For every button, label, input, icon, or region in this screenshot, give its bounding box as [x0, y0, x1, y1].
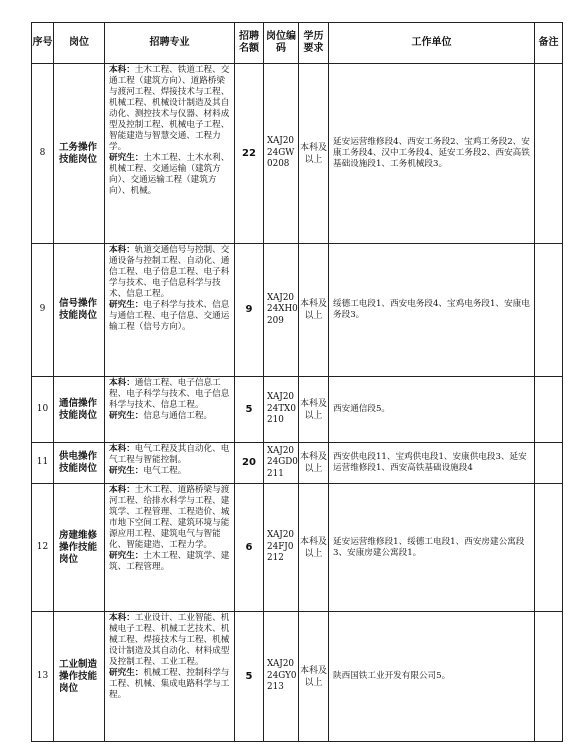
row-unit: 西安通信段5。	[329, 377, 535, 443]
grad-majors: 电子科学与技术、信息与通信工程、电子信息、交通运输工程（信号方向）。	[109, 300, 230, 332]
row-no: 8	[32, 64, 54, 244]
undergrad-majors: 电气工程及其自动化、电气工程与智能控制。	[109, 444, 230, 465]
grad-label: 研究生：	[109, 411, 144, 421]
header-major: 招聘专业	[105, 23, 235, 64]
undergrad-majors: 通信工程、电子信息工程、电子科学与技术、电子信息科学与技术、信息工程。	[109, 378, 230, 410]
row-note	[535, 377, 563, 443]
row-major	[105, 612, 235, 742]
header-count: 招聘名额	[235, 23, 264, 64]
row-no: 10	[32, 377, 54, 443]
row-position: 房建维修操作技能岗位	[54, 484, 105, 612]
grad-label: 研究生：	[109, 668, 144, 678]
header-no: 序号	[32, 23, 54, 64]
row-note	[535, 612, 563, 742]
row-count: 6	[235, 484, 264, 612]
row-note	[535, 484, 563, 612]
row-edu: 本科及以上	[299, 612, 329, 742]
row-note	[535, 64, 563, 244]
grad-majors: 信息与通信工程。	[143, 411, 213, 421]
header-edu: 学历要求	[299, 23, 329, 64]
row-position: 通信操作技能岗位	[54, 377, 105, 443]
undergrad-label: 本科：	[109, 485, 135, 495]
row-count: 22	[235, 64, 264, 244]
table-row	[32, 64, 563, 244]
grad-majors: 土木工程、建筑学、建筑、工程管理。	[109, 551, 230, 572]
row-unit: 绥德工电段1、西安电务段4、宝鸡电务段1、安康电务段3。	[329, 244, 535, 377]
row-unit: 延安运营维修段1、绥德工电段1、西安房建公寓段3、安康房建公寓段1。	[329, 484, 535, 612]
row-position: 工务操作技能岗位	[54, 64, 105, 244]
grad-label: 研究生：	[109, 551, 144, 561]
grad-label: 研究生：	[109, 466, 144, 476]
undergrad-majors: 轨道交通信号与控制、交通设备与控制工程、自动化、通信工程、电子信息工程、电子科学与技术、电子信息科学与技术、信息工程。	[109, 245, 230, 299]
row-position: 信号操作技能岗位	[54, 244, 105, 377]
row-no: 12	[32, 484, 54, 612]
row-major	[105, 443, 235, 484]
row-code: XAJ2024FJ0212	[264, 484, 299, 612]
row-position: 供电操作技能岗位	[54, 443, 105, 484]
header-position: 岗位	[54, 23, 105, 64]
header-unit: 工作单位	[329, 23, 535, 64]
recruitment-table	[31, 22, 563, 742]
grad-majors: 土木工程、土木水利、机械工程、交通运输（建筑方向）、交通运输工程（建筑方向）、机械。	[109, 153, 230, 196]
row-unit: 延安运营维修段4、西安工务段2、宝鸡工务段2、安康工务段4、汉中工务段4、延安工务段2、西安高铁基础设施段1、工务机械段3。	[329, 64, 535, 244]
row-major	[105, 377, 235, 443]
row-no: 9	[32, 244, 54, 377]
row-major	[105, 484, 235, 612]
undergrad-label: 本科：	[109, 613, 135, 623]
grad-label: 研究生：	[109, 300, 144, 310]
row-position: 工业制造操作技能岗位	[54, 612, 105, 742]
row-code: XAJ2024GD0211	[264, 443, 299, 484]
row-code: XAJ2024XH0209	[264, 244, 299, 377]
row-edu: 本科及以上	[299, 244, 329, 377]
undergrad-majors: 工业设计、工业智能、机械电子工程、机械工艺技术、机械工程、焊接技术与工程、机械设计制造及其自动化、材料成型及控制工程、工业工程。	[109, 613, 230, 667]
row-no: 13	[32, 612, 54, 742]
row-note	[535, 443, 563, 484]
row-note	[535, 244, 563, 377]
row-count: 20	[235, 443, 264, 484]
row-code: XAJ2024GW0208	[264, 64, 299, 244]
row-count: 5	[235, 377, 264, 443]
undergrad-majors: 土木工程、铁道工程、交通工程（建筑方向）、道路桥梁与渡河工程、焊接技术与工程、机械工程、机械设计制造及其自动化、测控技术与仪器、材料成型及控制工程、机械电子工程、智能建造与智慧交通、工程力学。	[109, 65, 230, 152]
row-code: XAJ2024TX0210	[264, 377, 299, 443]
row-edu: 本科及以上	[299, 443, 329, 484]
table-row	[32, 484, 563, 612]
undergrad-label: 本科：	[109, 444, 135, 454]
undergrad-label: 本科：	[109, 378, 135, 388]
row-count: 5	[235, 612, 264, 742]
row-edu: 本科及以上	[299, 64, 329, 244]
table-row	[32, 244, 563, 377]
header-note: 备注	[535, 23, 563, 64]
row-unit: 西安供电段11、宝鸡供电段1、安康供电段3、延安运营维修段1、西安高铁基础设施段4	[329, 443, 535, 484]
grad-label: 研究生：	[109, 153, 144, 163]
row-count: 9	[235, 244, 264, 377]
row-edu: 本科及以上	[299, 484, 329, 612]
header-code: 岗位编码	[264, 23, 299, 64]
header-row	[32, 23, 563, 64]
undergrad-label: 本科：	[109, 245, 135, 255]
grad-majors: 电气工程。	[143, 466, 187, 476]
table-row	[32, 612, 563, 742]
grad-majors: 机械工程、控制科学与工程、机械、集成电路科学与工程。	[109, 668, 230, 700]
undergrad-label: 本科：	[109, 65, 135, 75]
table-row	[32, 443, 563, 484]
row-unit: 陕西国铁工业开发有限公司5。	[329, 612, 535, 742]
row-edu: 本科及以上	[299, 377, 329, 443]
row-major	[105, 244, 235, 377]
row-major	[105, 64, 235, 244]
table-row	[32, 377, 563, 443]
row-code: XAJ2024GY0213	[264, 612, 299, 742]
undergrad-majors: 土木工程、道路桥梁与渡河工程、给排水科学与工程、建筑学、工程管理、工程造价、城市地下空间工程、建筑环境与能源应用工程、建筑电气与智能化、智能建造、工程力学。	[109, 485, 230, 550]
row-no: 11	[32, 443, 54, 484]
